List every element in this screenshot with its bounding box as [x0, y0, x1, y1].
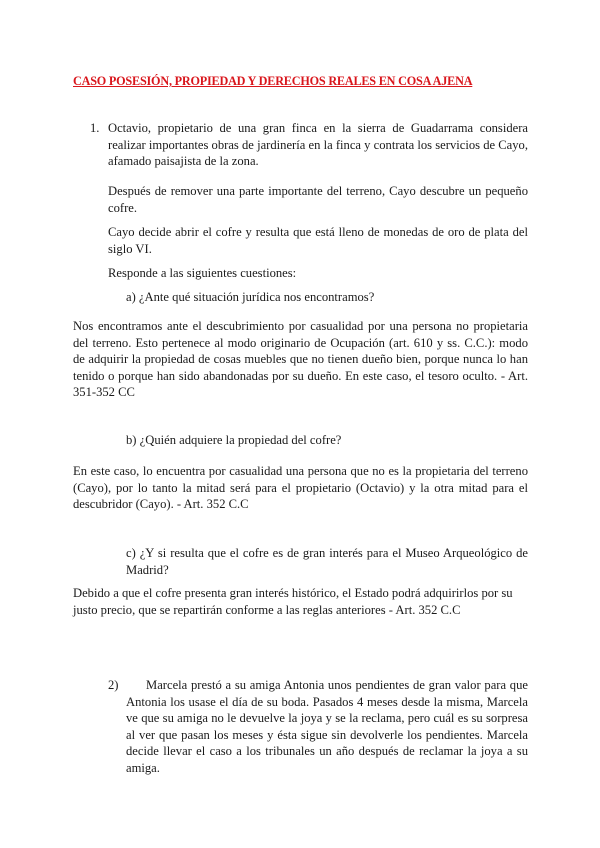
question-1c: c) ¿Y si resulta que el cofre es de gran interés para el Museo Arqueológico de Madrid? — [126, 546, 528, 577]
answer-1b: En este caso, lo encuentra por casualidad una persona que no es la propietaria del terreno (Cayo), por lo tanto la mitad será para el propietario (Octavio) y la otra mitad para el descubridor (Cayo). - Art. 352 C.C — [73, 464, 528, 511]
question-1-number: 1. — [90, 121, 100, 135]
answer-1a: Nos encontramos ante el descubrimiento por casualidad por una persona no propietaria del terreno. Esto pertenece al modo originario de Ocupación (art. 610 y ss. C.C.): modo de adquirir la propiedad de cosas muebles que no tienen dueño bien, porque nunca lo han tenido o porque han sido abandonadas por su dueño. En este caso, el tesoro oculto. - Art. 351-352 CC — [73, 319, 528, 399]
question-2-text: Marcela prestó a su amiga Antonia unos pendientes de gran valor para que Antonia los usase el día de su boda. Pasados 4 meses desde la misma, Marcela ve que su amiga no le devuelve la joya y se la reclama, pero cuál es su sorpresa al ver que pasan los meses y ésta sigue sin devolverle los pendientes. Marcela decide llevar el caso a los tribunales un año después de reclamar la joya a su amiga. — [126, 678, 528, 775]
question-1-intro: Octavio, propietario de una gran finca en la sierra de Guadarrama considera realizar importantes obras de jardinería en la finca y contrata los servicios de Cayo, afamado paisajista de la zona. — [108, 121, 528, 168]
question-1a: a) ¿Ante qué situación jurídica nos encontramos? — [126, 290, 375, 304]
question-1-instructions: Responde a las siguientes cuestiones: — [108, 266, 297, 280]
question-1b: b) ¿Quién adquiere la propiedad del cofre? — [126, 433, 342, 447]
question-1-paragraph-3: Cayo decide abrir el cofre y resulta que está lleno de monedas de oro de plata del siglo VI. — [108, 225, 528, 256]
answer-1c: Debido a que el cofre presenta gran interés histórico, el Estado podrá adquirirlos por su justo precio, que se repartirán conforme a las reglas anteriores - Art. 352 C.C — [73, 586, 513, 617]
question-1-paragraph-2: Después de remover una parte importante del terreno, Cayo descubre un pequeño cofre. — [108, 184, 528, 215]
document-title: CASO POSESIÓN, PROPIEDAD Y DERECHOS REALES EN COSA AJENA — [73, 74, 473, 88]
question-2-number: 2) — [108, 678, 119, 692]
